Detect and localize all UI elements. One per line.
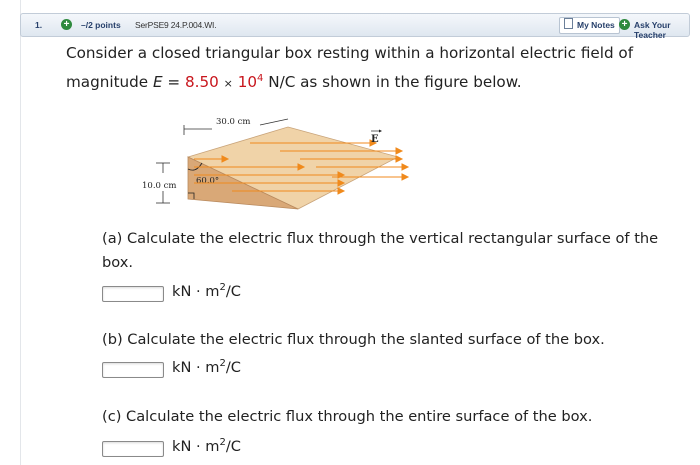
unit-prefix: kN · m (172, 359, 220, 376)
unit-prefix: kN · m (172, 283, 220, 300)
field-arrow-head (396, 148, 402, 154)
part-c-unit (172, 438, 241, 455)
unit-prefix: kN · m (172, 438, 220, 455)
field-arrow-head (402, 164, 408, 170)
equals-sign: = (162, 73, 185, 91)
part-c-text: (c) Calculate the electric flux through the entire surface of the box. (102, 408, 593, 425)
expand-plus-icon[interactable]: + (61, 19, 72, 30)
part-b-text: (b) Calculate the electric flux through the slanted surface of the box. (102, 331, 605, 348)
question-text (66, 39, 676, 98)
field-arrow-head (402, 174, 408, 180)
ask-teacher-button[interactable]: Ask Your Teacher (634, 20, 671, 40)
part-a-text: (a) Calculate the electric flux through the vertical rectangular surface of the box. (102, 230, 659, 271)
part-a-answer-input[interactable] (102, 286, 164, 302)
height-label: 10.0 cm (142, 181, 177, 191)
angle-label: 60.0° (196, 176, 220, 186)
question-outro: N/C as shown in the figure below. (263, 73, 522, 91)
vector-arrowhead-icon (379, 130, 382, 133)
unit-suffix: /C (225, 438, 241, 455)
power-exponent: 4 (257, 73, 264, 84)
unit-exponent: 2 (219, 358, 226, 369)
width-label: 30.0 cm (216, 117, 251, 127)
part-b-answer-input[interactable] (102, 362, 164, 378)
ask-teacher-plus-icon[interactable]: + (619, 19, 630, 30)
question-number: 1. (35, 20, 43, 30)
part-c-answer-input[interactable] (102, 441, 164, 457)
unit-exponent: 2 (219, 437, 226, 448)
times-sign: × (223, 77, 233, 90)
field-label: E (371, 134, 379, 145)
field-variable: E (152, 73, 163, 91)
field-arrow-head (338, 188, 344, 194)
my-notes-button[interactable] (559, 17, 620, 34)
triangular-box-figure (140, 105, 420, 215)
points-label: –/2 points (81, 20, 121, 30)
part-b-unit (172, 359, 241, 376)
power-base: 10 (237, 73, 258, 91)
unit-suffix: /C (225, 359, 241, 376)
part-a-unit (172, 283, 241, 300)
unit-exponent: 2 (219, 282, 226, 293)
notes-icon (564, 18, 573, 29)
question-intro: Consider a closed triangular box resting within a horizontal electric field of magnitude (66, 44, 634, 91)
my-notes-label: My Notes (577, 20, 615, 30)
width-dim-line-right (260, 119, 288, 125)
field-value: 8.50 (184, 73, 219, 91)
unit-suffix: /C (225, 283, 241, 300)
problem-id: SerPSE9 24.P.004.WI. (135, 20, 217, 30)
question-header (20, 13, 690, 40)
